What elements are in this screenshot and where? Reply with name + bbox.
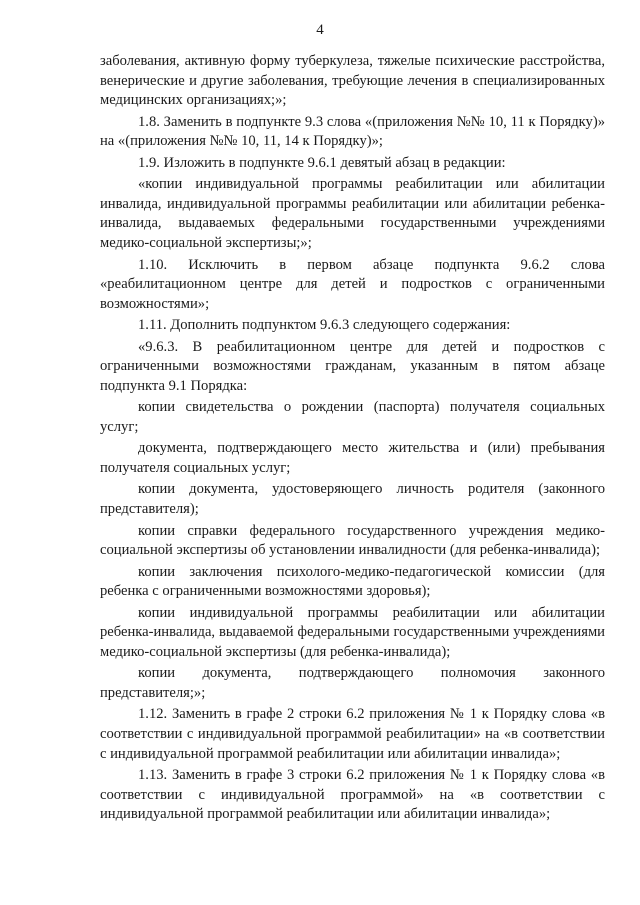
paragraph: копии справки федерального государственного учреждения медико-социальной экспертизы об установлении инвалидности (для ребенка-инвалида); — [100, 522, 605, 559]
paragraph: копии документа, удостоверяющего личность родителя (законного представителя); — [100, 481, 605, 518]
paragraph: 1.13. Заменить в графе 3 строки 6.2 приложения № 1 к Порядку слова «в соответствии с индивидуальной программой» на «в соответствии с индивидуальной программой реабилитации или абилитации инвалида»; — [100, 767, 605, 823]
paragraph: 1.12. Заменить в графе 2 строки 6.2 приложения № 1 к Порядку слова «в соответствии с индивидуальной программой реабилитации» на «в соответствии с индивидуальной программой реабилитации или абилитации инвалида»; — [100, 706, 605, 762]
paragraph: 1.10. Исключить в первом абзаце подпункта 9.6.2 слова «реабилитационном центре для детей и подростков с ограниченными возможностями»; — [100, 256, 605, 312]
paragraph: 1.11. Дополнить подпунктом 9.6.3 следующего содержания: — [138, 317, 511, 334]
paragraph: «9.6.3. В реабилитационном центре для детей и подростков с ограниченными возможностями гражданам, указанным в пятом абзаце подпункта 9.1 Порядка: — [100, 338, 605, 394]
paragraph: копии свидетельства о рождении (паспорта) получателя социальных услуг; — [100, 399, 605, 435]
paragraph: документа, подтверждающего место жительства и (или) пребывания получателя социальных услуг; — [100, 440, 605, 476]
paragraph: копии индивидуальной программы реабилитации или абилитации ребенка-инвалида, выдаваемой федеральными государственными учреждениями медико-социальной экспертизы (для ребенка-инвалида); — [100, 604, 605, 660]
paragraph: 1.8. Заменить в подпункте 9.3 слова «(приложения №№ 10, 11 к Порядку)» на «(приложения №№ 10, 11, 14 к Порядку)»; — [100, 113, 605, 150]
paragraph: 1.9. Изложить в подпункте 9.6.1 девятый абзац в редакции: — [138, 154, 506, 171]
page-number: 4 — [316, 22, 324, 38]
paragraph: копии заключения психолого-медико-педагогической комиссии (для ребенка с ограниченными возможностями здоровья); — [100, 563, 605, 600]
paragraph: заболевания, активную форму туберкулеза, тяжелые психические расстройства, венерические и другие заболевания, требующие лечения в специализированных медицинских организациях;»; — [100, 53, 605, 109]
document-body — [100, 52, 605, 827]
paragraph: копии документа, подтверждающего полномочия законного представителя;»; — [100, 665, 605, 701]
paragraph: «копии индивидуальной программы реабилитации или абилитации инвалида, индивидуальной программы реабилитации или абилитации ребенка-инвалида, выдаваемых федеральными государственными учреждениями медико-социальной экспертизы;»; — [100, 176, 605, 252]
